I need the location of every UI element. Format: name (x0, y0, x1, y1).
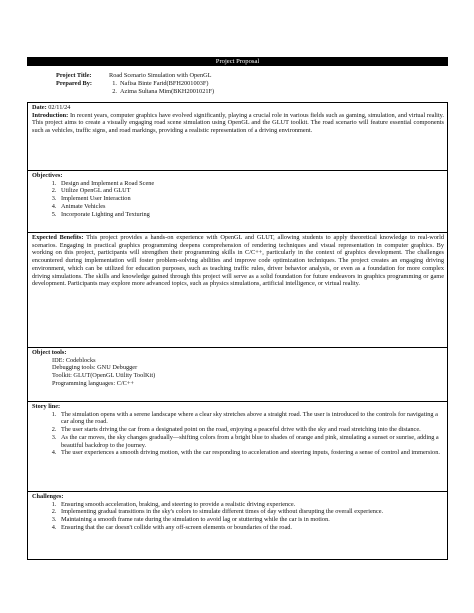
introduction-text: In recent years, computer graphics have evolved significantly, playing a crucial role in various fields such as gaming, simulation, and virtual reality. This project aims to create a visually engaging road scene simulation using OpenGL and the GLUT toolkit. The road scenario will feature essential components such as vehicles, traffic signs, and road markings, providing a realistic representation of a driving environment. (32, 111, 444, 135)
introduction-label: Introduction: (32, 111, 69, 119)
prepared-by-row (56, 80, 448, 96)
benefits-label: Expected Benefits: (32, 234, 84, 241)
challenges-heading: Challenges: (32, 493, 64, 500)
benefits-section (28, 233, 447, 348)
storyline-heading: Story line: (32, 403, 61, 410)
author-item (109, 80, 214, 88)
document-title: Project Proposal (27, 57, 448, 66)
challenges-list (32, 501, 444, 532)
objective-item: 5. Incorporate Lighting and Texturing (58, 211, 444, 219)
challenge-item: 4. Ensuring that the car doesn't collide with any off-screen elements or boundaries of the road. (58, 524, 444, 532)
project-title-row (56, 72, 448, 80)
tools-section (28, 348, 447, 402)
tools-list (32, 357, 444, 388)
introduction-paragraph (32, 112, 444, 135)
proposal-body (27, 102, 448, 560)
author-item (109, 88, 214, 96)
objective-item: 2. Utilize OpenGL and GLUT (58, 187, 444, 195)
tool-item: Programming languages: C/C++ (52, 379, 134, 387)
author-number: 2. (112, 88, 117, 95)
date-label: Date: (32, 104, 47, 111)
story-item: 2. The user starts driving the car from a designated point on the road, enjoying a peaceful drive with the sky and road stretching into the distance. (58, 426, 444, 434)
proposal-page (27, 57, 448, 560)
objectives-list (32, 180, 444, 219)
story-item: 3. As the car moves, the sky changes gradually—shifting colors from a bright blue to shades of orange and pink, simulating a sunset or sunrise, adding a beautiful backdrop to the journey. (58, 434, 444, 449)
objective-item: 3. Implement User Interaction (58, 195, 444, 203)
tool-item: Debugging tools: GNU Debugger (52, 364, 138, 372)
tool-item: IDE: Codeblocks (52, 356, 96, 364)
storyline-list (32, 411, 444, 457)
story-item: 4. The user experiences a smooth driving motion, with the car responding to acceleration and steering inputs, fostering a sense of control and immersion. (58, 449, 444, 457)
date-value: 02/11/24 (48, 104, 71, 111)
author-name: Azima Sultana Mim(BKH2001021F) (120, 88, 215, 95)
challenge-item: 1. Ensuring smooth acceleration, braking, and steering to provide a realistic driving experience. (58, 501, 444, 509)
author-list (109, 80, 214, 96)
objective-item: 1. Design and Implement a Road Scene (58, 180, 444, 188)
benefits-text: This project provides a hands-on experience with OpenGL and GLUT, allowing students to apply theoretical knowledge to real-world scenarios. Engaging in practical graphics programming deepens comprehension of rendering techniques and visual representation in computer graphics. By working on this project, participants will strengthen their programming skills in C/C++, particularly in the context of graphics development. The challenges encountered during implementation will foster problem-solving abilities and improve code optimization techniques. The project creates an engaging driving environment, which can be utilized for education purposes, such as teaching traffic rules, driver behavior analysis, or even as a foundation for more complex driving simulations. The skills and knowledge gained through this project will serve as a solid foundation for future endeavors in graphics programming or game development. Participants may explore more advanced topics, such as physics simulations, artificial intelligence, or virtual reality. (32, 234, 444, 288)
tool-item: Toolkit: GLUT(OpenGL Utility ToolKit) (52, 372, 156, 380)
date-line (32, 104, 444, 112)
objectives-heading: Objectives: (32, 172, 63, 179)
challenge-item: 3. Maintaining a smooth frame rate during the simulation to avoid lag or stuttering while the car is in motion. (58, 516, 444, 524)
challenges-section (28, 492, 447, 559)
story-item: 1. The simulation opens with a serene landscape where a clear sky stretches above a straight road. The user is introduced to the controls for navigating a car along the road. (58, 411, 444, 426)
project-title-label: Project Title: (56, 72, 92, 79)
introduction-section (28, 103, 447, 171)
author-number: 1. (112, 80, 117, 87)
project-title-value: Road Scenario Simulation with OpenGL (109, 72, 212, 79)
tools-heading: Object tools: (32, 349, 67, 356)
prepared-by-label: Prepared By: (56, 80, 92, 87)
project-meta (27, 72, 448, 96)
author-name: Nafisa Binte Farid(BFH2001003F) (120, 80, 209, 87)
storyline-section (28, 402, 447, 492)
challenge-item: 2. Implementing gradual transitions in the sky's colors to simulate different times of day without disrupting the overall experience. (58, 508, 444, 516)
benefits-paragraph (32, 234, 444, 288)
objectives-section (28, 171, 447, 233)
objective-item: 4. Animate Vehicles (58, 203, 444, 211)
